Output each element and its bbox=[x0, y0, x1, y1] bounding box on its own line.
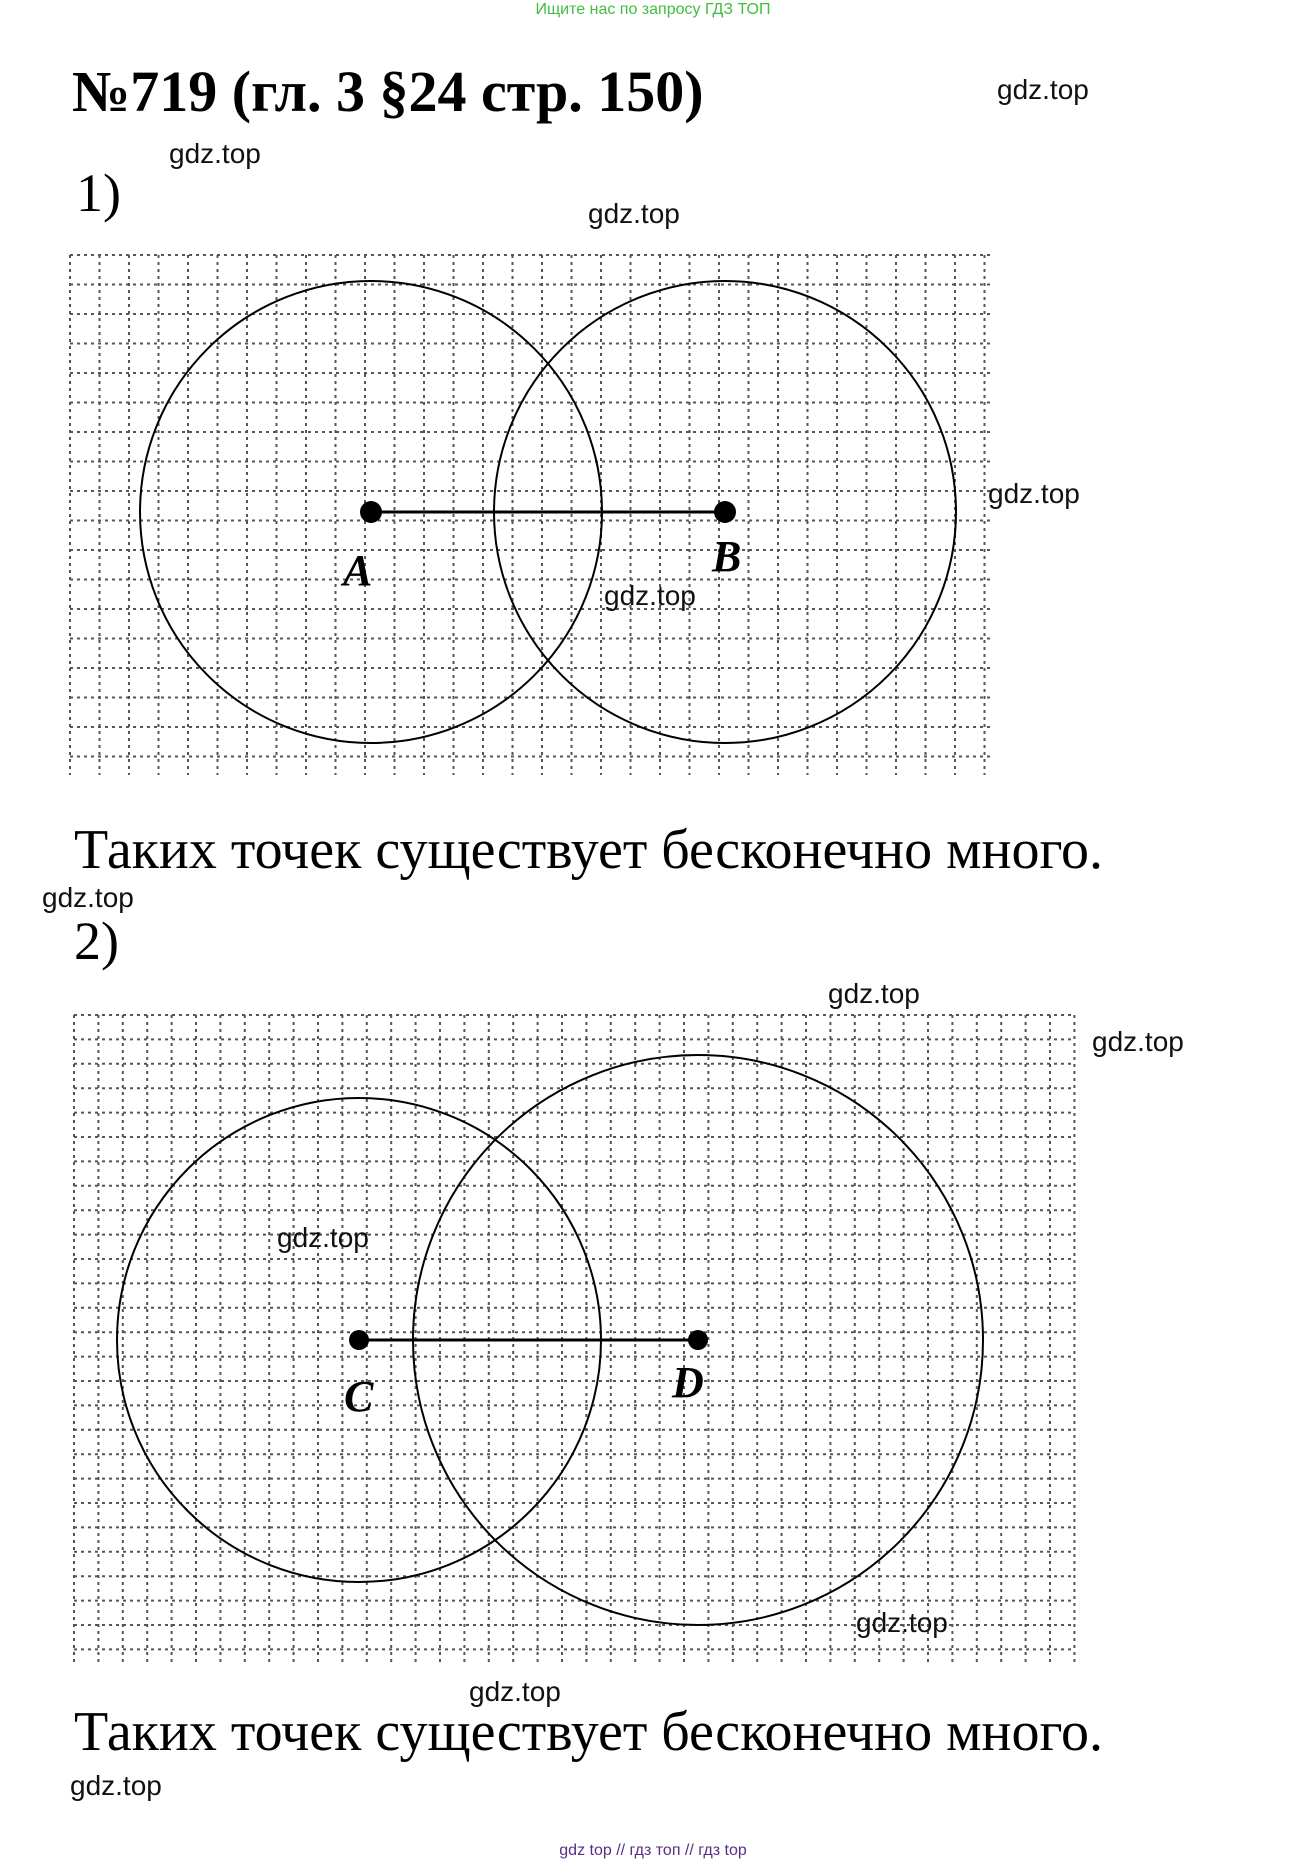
figure-2 bbox=[74, 1015, 1079, 1665]
watermark: gdz.top bbox=[277, 1222, 369, 1253]
figure-1 bbox=[70, 255, 1000, 775]
point-d bbox=[688, 1330, 708, 1350]
label-b: B bbox=[712, 532, 742, 581]
watermark: gdz.top bbox=[169, 138, 261, 169]
watermark: gdz.top bbox=[828, 978, 920, 1009]
answer-1: Таких точек существует бесконечно много. bbox=[74, 819, 1104, 881]
point-b bbox=[714, 501, 736, 523]
watermark: gdz.top bbox=[70, 1770, 162, 1801]
part-2-label: 2) bbox=[74, 911, 119, 971]
label-a: A bbox=[343, 546, 373, 595]
watermark: gdz.top bbox=[604, 580, 696, 611]
watermark: gdz.top bbox=[588, 198, 680, 229]
watermark: gdz.top bbox=[42, 882, 134, 913]
part-1-label: 1) bbox=[76, 163, 121, 223]
watermark: gdz.top bbox=[856, 1607, 948, 1638]
answer-2: Таких точек существует бесконечно много. bbox=[74, 1701, 1104, 1763]
point-a bbox=[360, 501, 382, 523]
watermark: gdz.top bbox=[997, 74, 1089, 105]
label-d: D bbox=[672, 1358, 704, 1407]
grid-1 bbox=[70, 255, 990, 775]
top-banner: Ищите нас по запросу ГДЗ ТОП bbox=[535, 1, 771, 18]
watermark: gdz.top bbox=[469, 1676, 561, 1707]
watermark: gdz.top bbox=[1092, 1026, 1184, 1057]
footer-links: gdz top // гдз топ // гдз top bbox=[559, 1842, 747, 1859]
page-title: №719 (гл. 3 §24 стр. 150) bbox=[72, 59, 704, 124]
watermark: gdz.top bbox=[988, 478, 1080, 509]
label-c: C bbox=[344, 1372, 374, 1421]
point-c bbox=[349, 1330, 369, 1350]
